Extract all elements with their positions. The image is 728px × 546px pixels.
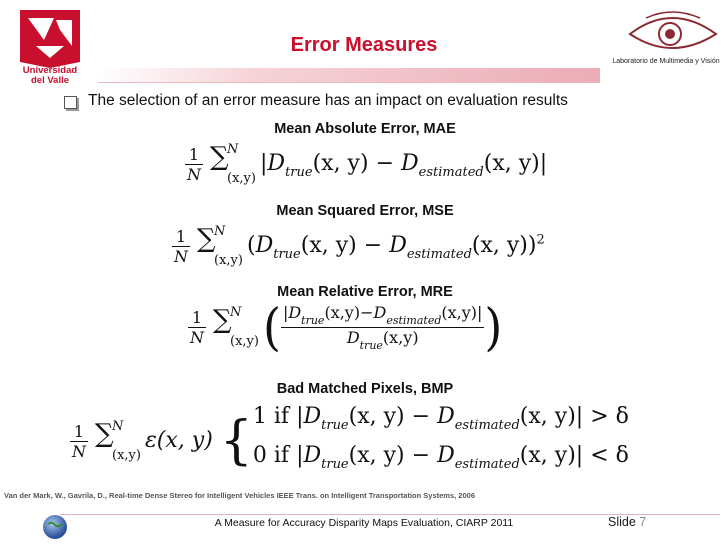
D-symbol: D: [401, 151, 419, 176]
D-symbol: D: [389, 233, 407, 258]
university-name-line2: del Valle: [30, 75, 70, 86]
xy-args: (x, y): [300, 233, 357, 258]
checkbox-bullet-icon: [64, 96, 77, 109]
university-name: [14, 66, 86, 86]
heading-mre: Mean Relative Error, MRE: [277, 284, 453, 300]
formula-mae: $\frac{1}{N}$ ∑ N (x,y) $|D_{true}(x$, $y) - D_{estimated}(x$, y)|: [187, 142, 548, 186]
page-title: Error Measures: [290, 34, 438, 56]
sum-upper: N: [112, 419, 124, 434]
D-symbol: D: [267, 151, 286, 176]
sigma-symbol: ∑: [197, 224, 216, 254]
reference-citation: Van der Mark, W., Gavrila, D., Real-time Dense Stereo for Intelligent Vehicles IEEE Trans. on Intelligent Transportation Systems, 2006: [4, 491, 475, 500]
sum-upper: N: [230, 305, 242, 320]
true-subscript: true: [321, 418, 349, 433]
frac-denominator: N: [190, 327, 204, 347]
true-subscript: true: [321, 457, 349, 472]
sigma-symbol: ∑: [210, 142, 229, 172]
xy-args: (x, y): [348, 443, 405, 468]
frac-numerator: 1: [191, 307, 203, 327]
gt-delta: > δ: [590, 404, 629, 429]
right-paren: ): [484, 297, 503, 357]
slide-label: Slide: [608, 515, 636, 529]
true-subscript: true: [359, 338, 383, 352]
bullet-text: The selection of an error measure has an impact on evaluation results: [88, 92, 568, 109]
xy-args: (x,y): [441, 302, 478, 322]
case-zero-label: 0 if: [252, 443, 297, 468]
heading-bmp: Bad Matched Pixels, BMP: [276, 381, 454, 397]
D-symbol: D: [288, 302, 302, 322]
estimated-subscript: estimated: [406, 247, 472, 262]
minus-sign: −: [375, 151, 395, 176]
sum-lower: (x,y): [112, 448, 141, 463]
true-subscript: true: [285, 165, 313, 180]
frac-numerator: 1: [73, 421, 85, 441]
left-paren: (: [263, 297, 281, 357]
D-symbol: D: [346, 327, 360, 347]
xy-args: (x,y): [382, 327, 419, 347]
sigma-symbol: ∑: [213, 305, 232, 335]
xy-args: (x, y): [471, 233, 528, 258]
epsilon-term: ε(x, y): [145, 428, 213, 453]
estimated-subscript: estimated: [418, 165, 484, 180]
xy-args: (x,y): [324, 302, 361, 322]
estimated-subscript: estimated: [386, 313, 442, 327]
sum-upper: N: [214, 224, 226, 239]
frac-denominator: N: [174, 246, 188, 266]
left-brace: {: [219, 411, 253, 471]
sum-upper: N: [227, 142, 239, 157]
university-name-line1: Universidad: [22, 65, 78, 76]
slide-number: [608, 515, 646, 529]
slide-number-value: 7: [639, 515, 647, 529]
xy-args: (x, y): [348, 404, 405, 429]
case-lines: [253, 402, 629, 480]
minus-sign: −: [363, 233, 383, 258]
D-symbol: D: [437, 443, 455, 468]
estimated-subscript: estimated: [454, 418, 520, 433]
header-divider: [98, 68, 600, 82]
header-divider-line: [98, 82, 600, 83]
minus-sign: −: [411, 443, 431, 468]
case-one: 1 if $|D_{true}(x$, $y) - D_{estimated}(x$, y)| > δ: [252, 404, 629, 433]
D-symbol: D: [303, 443, 322, 468]
square-exponent: 2: [536, 232, 545, 248]
heading-mae: Mean Absolute Error, MAE: [274, 121, 456, 137]
sum-lower: (x,y): [230, 334, 259, 349]
formula-bmp: [70, 402, 629, 480]
case-one-label: 1 if: [252, 404, 297, 429]
case-zero: 0 if $|D_{true}(x$, $y) - D_{estimated}(x$, y)| < δ: [252, 443, 629, 472]
sigma-symbol: ∑: [95, 419, 114, 449]
formula-mse: $\frac{1}{N}$ ∑ N (x,y) ($D_{true}(x$, $y) - D_{estimated}(x$, y))$^2$: [174, 224, 545, 268]
sum-lower: (x,y): [227, 171, 256, 186]
heading-mse: Mean Squared Error, MSE: [276, 203, 454, 219]
frac-denominator: N: [187, 164, 201, 184]
frac-denominator: N: [72, 441, 86, 461]
formula-mre: $\frac{1}{N}$ ∑ N (x,y) ( $\frac{|D_{true}(x,y)-D_{estimated}(x,y)|}{D_{true}(x,y)}$ ): [190, 297, 503, 357]
xy-args: (x, y): [519, 404, 576, 429]
frac-numerator: 1: [175, 226, 187, 246]
sum-lower: (x,y): [214, 253, 243, 268]
minus-sign: −: [360, 302, 374, 322]
minus-sign: −: [411, 404, 431, 429]
conference-title: A Measure for Accuracy Disparity Maps Evaluation, CIARP 2011: [214, 517, 514, 529]
D-symbol: D: [437, 404, 455, 429]
lt-delta: < δ: [590, 443, 629, 468]
true-subscript: true: [301, 313, 325, 327]
D-symbol: D: [255, 233, 274, 258]
xy-args: (x, y): [312, 151, 369, 176]
xy-args: (x, y): [483, 151, 540, 176]
lab-name: Laboratorio de Multimedia y Visión: [612, 58, 720, 65]
D-symbol: D: [303, 404, 322, 429]
D-symbol: D: [373, 302, 387, 322]
true-subscript: true: [273, 247, 301, 262]
frac-numerator: 1: [188, 144, 200, 164]
estimated-subscript: estimated: [454, 457, 520, 472]
xy-args: (x, y): [519, 443, 576, 468]
